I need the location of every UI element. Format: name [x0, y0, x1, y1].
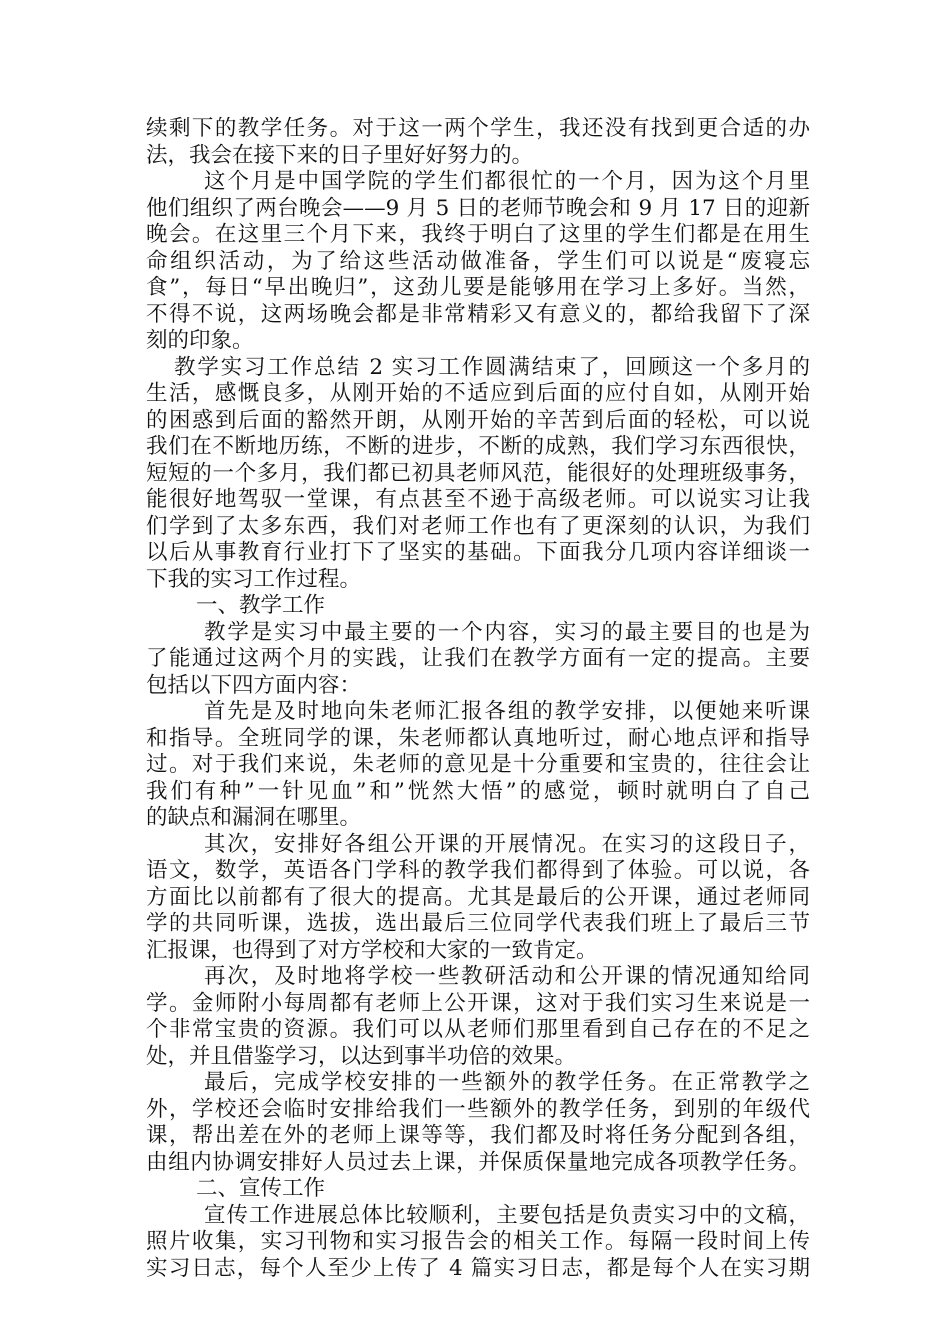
- text-line: 由组内协调安排好人员过去上课，并保质保量地完成各项教学任务。: [146, 1149, 810, 1175]
- section-heading: 一、教学工作: [196, 593, 326, 618]
- text-line: 了能通过这两个月的实践，让我们在教学方面有一定的提高。主要: [146, 646, 810, 671]
- text-line: 下我的实习工作过程。: [146, 566, 362, 592]
- text-line: 短短的一个多月，我们都已初具老师风范，能很好的处理班级事务，: [146, 460, 810, 486]
- text-line: 和指导。全班同学的课，朱老师都认真地听过，耐心地点评和指导: [146, 725, 810, 751]
- text-line: 个非常宝贵的资源。我们可以从老师们那里看到自己存在的不足之: [146, 1017, 810, 1042]
- text-line: 课，帮出差在外的老师上课等等，我们都及时将任务分配到各组，: [146, 1123, 810, 1148]
- text-line: 他们组织了两台晚会——9 月 5 日的老师节晚会和 9 月 17 日的迎新: [146, 195, 810, 221]
- text-line: 宣传工作进展总体比较顺利，主要包括是负责实习中的文稿，: [204, 1202, 810, 1228]
- text-line: 照片收集，实习刊物和实习报告会的相关工作。每隔一段时间上传: [146, 1229, 810, 1254]
- text-line: 方面比以前都有了很大的提高。尤其是最后的公开课，通过老师同: [146, 884, 810, 910]
- text-line: 教学是实习中最主要的一个内容，实习的最主要目的也是为: [204, 619, 810, 645]
- text-line: 其次，安排好各组公开课的开展情况。在实习的这段日子，: [204, 831, 810, 857]
- text-line: 不得不说，这两场晚会都是非常精彩又有意义的，都给我留下了深: [146, 301, 810, 327]
- text-line: 语文，数学，英语各门学科的教学我们都得到了体验。可以说，各: [146, 858, 810, 883]
- text-line: 包括以下四方面内容：: [146, 672, 362, 698]
- text-line: 过。对于我们来说，朱老师的意见是十分重要和宝贵的，往往会让: [146, 752, 810, 777]
- text-line: 最后，完成学校安排的一些额外的教学任务。在正常教学之: [204, 1070, 810, 1095]
- text-line: 教学实习工作总结 2 实习工作圆满结束了，回顾这一个多月的: [174, 354, 810, 380]
- text-line: 我们有种”一针见血”和”恍然大悟”的感觉，顿时就明白了自己: [146, 778, 810, 804]
- text-line: 处，并且借鉴学习，以达到事半功倍的效果。: [146, 1043, 577, 1069]
- text-line: 刻的印象。: [146, 328, 254, 353]
- text-line: 实习日志，每个人至少上传了 4 篇实习日志，都是每个人在实习期: [146, 1255, 810, 1281]
- text-line: 的困惑到后面的豁然开朗，从刚开始的辛苦到后面的轻松，可以说: [146, 407, 810, 433]
- text-line: 的缺点和漏洞在哪里。: [146, 805, 362, 830]
- text-line: 学的共同听课，选拔，选出最后三位同学代表我们班上了最后三节: [146, 911, 810, 936]
- document-page: [146, 116, 810, 1282]
- text-line: 外，学校还会临时安排给我们一些额外的教学任务，到别的年级代: [146, 1096, 810, 1122]
- text-line: 能很好地驾驭一堂课，有点甚至不逊于高级老师。可以说实习让我: [146, 487, 810, 512]
- text-line: 首先是及时地向朱老师汇报各组的教学安排，以便她来听课: [204, 699, 810, 724]
- text-line: 食”，每日“早出晚归”，这劲儿要是能够用在学习上多好。当然，: [146, 275, 810, 300]
- section-heading: 二、宣传工作: [196, 1176, 326, 1201]
- text-line: 们学到了太多东西，我们对老师工作也有了更深刻的认识，为我们: [146, 513, 810, 539]
- text-line: 我们在不断地历练，不断的进步，不断的成熟，我们学习东西很快，: [146, 434, 810, 459]
- text-line: 汇报课，也得到了对方学校和大家的一致肯定。: [146, 937, 598, 963]
- text-line: 命组织活动，为了给这些活动做准备，学生们可以说是“废寝忘: [146, 248, 810, 274]
- text-line: 再次，及时地将学校一些教研活动和公开课的情况通知给同: [204, 964, 810, 989]
- text-line: 学。金师附小每周都有老师上公开课，这对于我们实习生来说是一: [146, 990, 810, 1016]
- text-line: 法，我会在接下来的日子里好好努力的。: [146, 142, 534, 168]
- text-line: 续剩下的教学任务。对于这一两个学生，我还没有找到更合适的办: [146, 116, 810, 141]
- text-line: 这个月是中国学院的学生们都很忙的一个月，因为这个月里: [204, 169, 810, 194]
- text-line: 生活，感慨良多，从刚开始的不适应到后面的应付自如，从刚开始: [146, 381, 810, 406]
- text-line: 以后从事教育行业打下了坚实的基础。下面我分几项内容详细谈一: [146, 540, 810, 565]
- text-line: 晚会。在这里三个月下来，我终于明白了这里的学生们都是在用生: [146, 222, 810, 247]
